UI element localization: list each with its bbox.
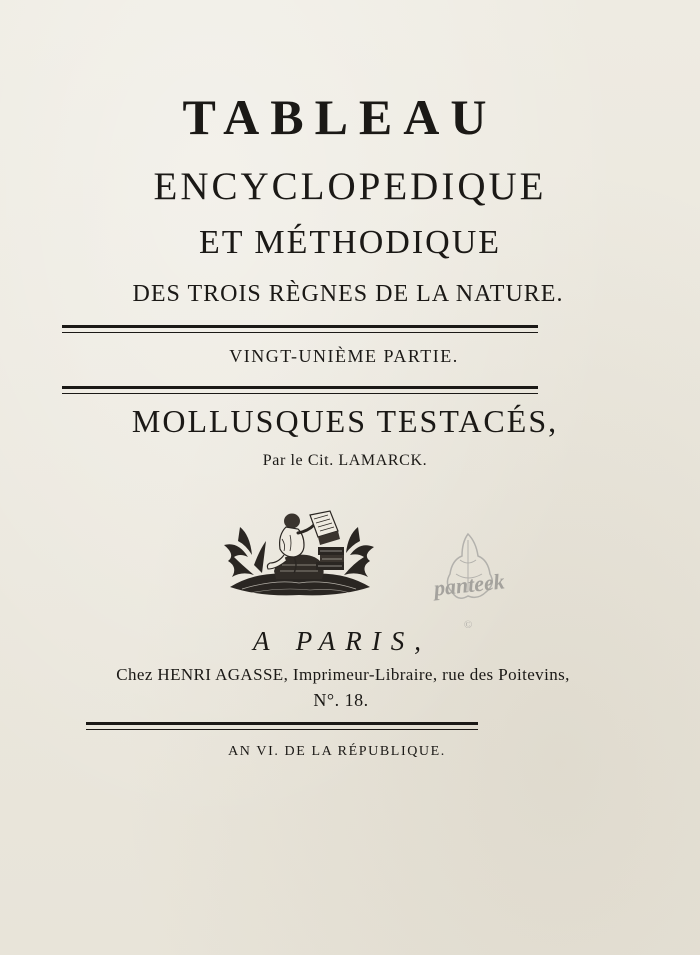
putto-reading-book-engraving-icon (220, 505, 378, 600)
panteek-shell-watermark-icon (416, 530, 526, 635)
part-number: VINGT-UNIÈME PARTIE. (229, 346, 459, 366)
imprint-date: AN VI. DE LA RÉPUBLIQUE. (228, 744, 446, 759)
watermark-text: panteek (432, 568, 506, 601)
watermark-symbol: © (463, 619, 473, 631)
title-line-encyclopedique: ENCYCLOPEDIQUE (153, 165, 547, 208)
double-rule-bottom (86, 722, 478, 730)
double-rule-top (62, 325, 538, 333)
imprint-address-number: N°. 18. (313, 690, 369, 710)
imprint-publisher: Chez HENRI AGASSE, Imprimeur-Libraire, rue des Poitevins, (116, 665, 570, 684)
double-rule-middle (62, 386, 538, 394)
subject-title: MOLLUSQUES TESTACÉS, (131, 403, 559, 439)
imprint-place: A PARIS, (253, 626, 431, 656)
title-line-regnes: DES TROIS RÈGNES DE LA NATURE. (132, 281, 564, 307)
author-line: Par le Cit. LAMARCK. (262, 452, 428, 469)
title-line-tableau: TABLEAU (182, 89, 498, 145)
title-line-methodique: ET MÉTHODIQUE (198, 224, 502, 261)
